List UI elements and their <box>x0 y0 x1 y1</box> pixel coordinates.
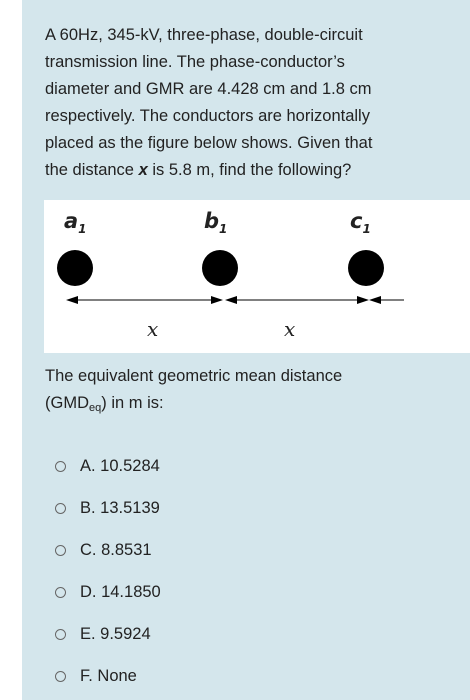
option-label: F. None <box>80 666 137 685</box>
arrow-head <box>357 296 369 304</box>
question-line: respectively. The conductors are horizontally <box>45 107 370 125</box>
option-f[interactable] <box>55 655 161 697</box>
option-e[interactable] <box>55 613 161 655</box>
option-d[interactable] <box>55 571 161 613</box>
option-label: E. 9.5924 <box>80 624 151 643</box>
variable-x: x <box>138 161 148 179</box>
question-line: diameter and GMR are 4.428 cm and 1.8 cm <box>45 80 372 98</box>
conductor-diagram <box>44 200 470 353</box>
option-label: A. 10.5284 <box>80 456 160 475</box>
text: is 5.8 m, find the following? <box>147 161 352 179</box>
text: (GMD <box>45 394 89 412</box>
arrow-head <box>211 296 223 304</box>
conductor-label-a1: $a_1$ <box>64 209 87 236</box>
question-line: transmission line. The phase-conductor’s <box>45 53 345 71</box>
subquestion-text <box>45 363 445 422</box>
radio-button[interactable] <box>55 671 66 682</box>
subquestion-line: The equivalent geometric mean distance <box>45 367 343 385</box>
question-line <box>45 157 445 184</box>
question-text <box>45 22 445 184</box>
question-line: placed as the figure below shows. Given that <box>45 134 373 152</box>
radio-button[interactable] <box>55 461 66 472</box>
arrow-head <box>225 296 237 304</box>
option-label: C. 8.8531 <box>80 540 152 559</box>
subscript: eq <box>89 402 102 414</box>
conductor-label-c1: $c_1$ <box>350 209 371 236</box>
option-b[interactable] <box>55 487 161 529</box>
text: ) in m is: <box>101 394 164 412</box>
conductor-b1 <box>202 250 238 286</box>
conductor-c1 <box>348 250 384 286</box>
option-label: B. 13.5139 <box>80 498 160 517</box>
radio-button[interactable] <box>55 629 66 640</box>
distance-label-x: x <box>284 317 296 341</box>
conductor-label-b1: $b_1$ <box>204 209 228 236</box>
radio-button[interactable] <box>55 503 66 514</box>
conductor-a1 <box>57 250 93 286</box>
radio-button[interactable] <box>55 545 66 556</box>
question-line: A 60Hz, 345-kV, three-phase, double-circuit <box>45 26 363 44</box>
option-label: D. 14.1850 <box>80 582 161 601</box>
arrow-head <box>66 296 78 304</box>
answer-options <box>55 445 161 697</box>
conductor-figure <box>44 200 470 353</box>
text: the distance <box>45 161 139 179</box>
option-c[interactable] <box>55 529 161 571</box>
radio-button[interactable] <box>55 587 66 598</box>
option-a[interactable] <box>55 445 161 487</box>
distance-label-x: x <box>147 317 159 341</box>
subquestion-line <box>45 390 445 422</box>
arrow-head <box>369 296 381 304</box>
